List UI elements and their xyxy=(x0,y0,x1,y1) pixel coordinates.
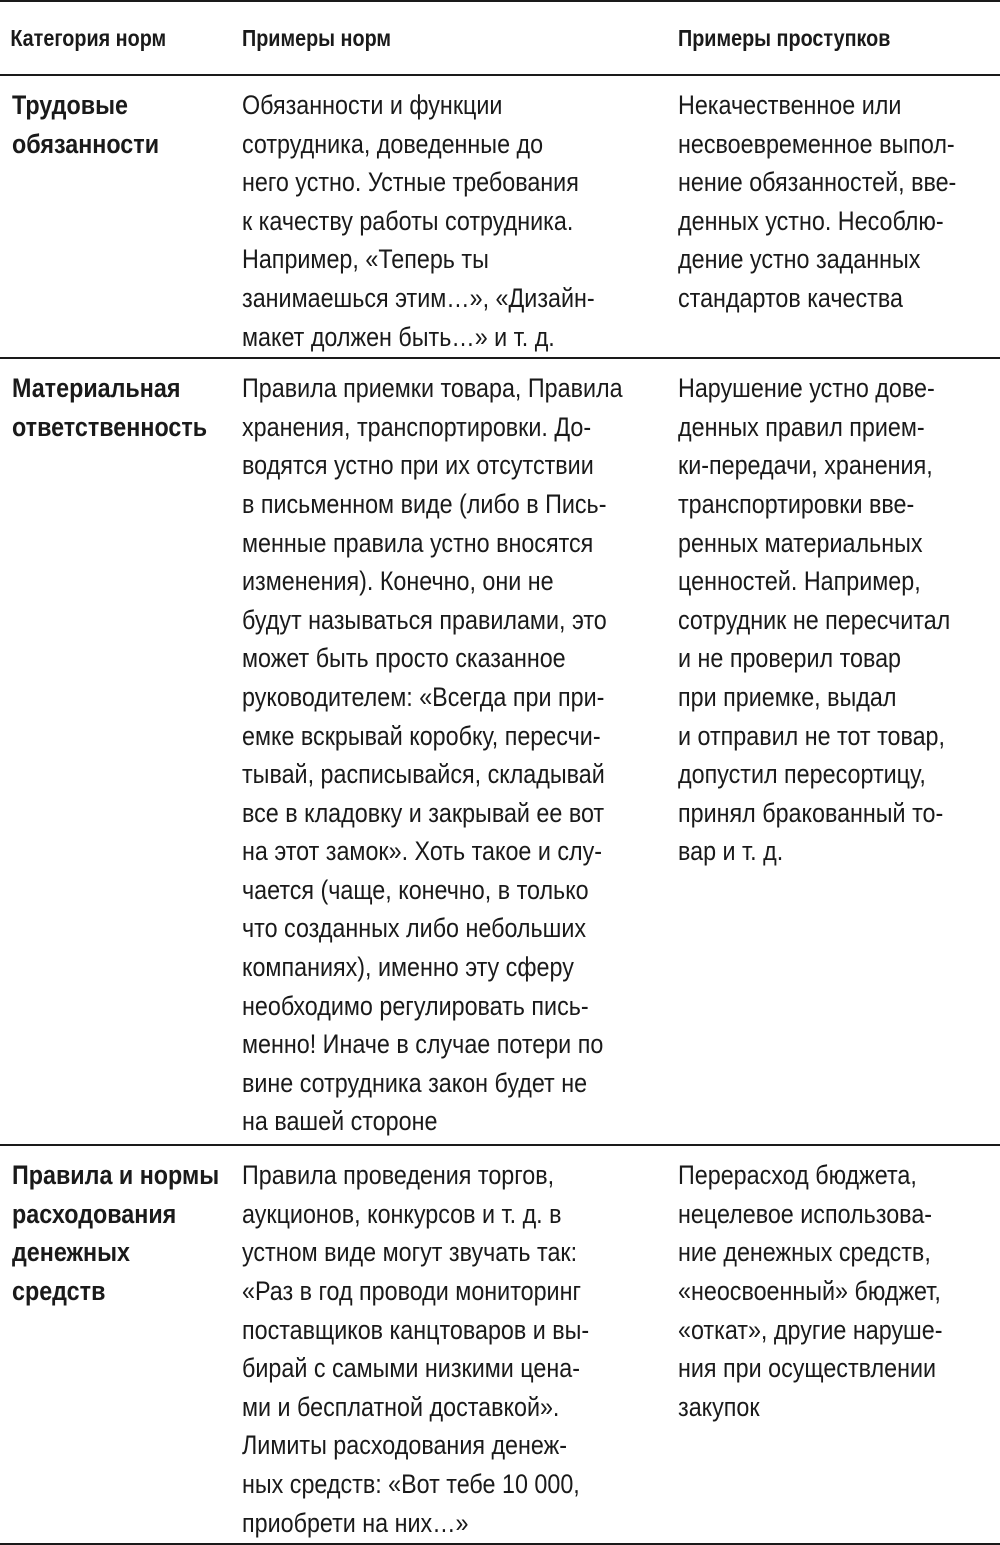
row-category: Правила и нормы расходования денежных средств xyxy=(12,1160,220,1306)
table-row xyxy=(0,1145,1000,1544)
row-category-cell xyxy=(0,75,242,358)
row-norm-examples: Обязанности и функции сотрудника, доведенные до него устно. Устные требования к качеству работы сотрудника. Например, «Теперь ты занимаешься этим…», «Дизайн- макет должен быть…» и т. д. xyxy=(242,90,595,352)
row-violation-examples: Нарушение устно дове- денных правил прием- ки-передачи, хранения, транспортировки вве- ренных материальных ценностей. Например, сотрудник не пересчитал и не проверил товар при приемке, выдал и отправил не тот товар, допустил пересортицу, принял бракованный то- вар и т. д. xyxy=(678,373,951,867)
header-violation-examples: Примеры проступков xyxy=(678,24,891,51)
row-category: Материальная ответственность xyxy=(12,373,208,442)
row-violation-examples: Перерасход бюджета, нецелевое использова- ние денежных средств, «неосвоенный» бюджет, «откат», другие наруше- ния при осуществлении закупок xyxy=(678,1160,943,1422)
table-row xyxy=(0,358,1000,1145)
header-category: Категория норм xyxy=(10,24,167,51)
row-category-cell xyxy=(0,1145,242,1544)
row-violations-cell xyxy=(678,1145,1000,1544)
row-violations-cell xyxy=(678,75,1000,358)
row-norm-examples: Правила приемки товара, Правила хранения, транспортировки. До- водятся устно при их отсутствии в письменном виде (либо в Пись- менные правила устно вносятся изменения). Конечно, они не будут называться правилами, это может быть просто сказанное руководителем: «Всегда при при- емке вскрывай коробку, пересчи- тывай, расписывайся, складывай все в кладовку и закрывай ее вот на этот замок». Хоть такое и слу- чается (чаще, конечно, в только что созданных либо небольших компаниях), именно эту сферу необходимо регулировать пись- менно! Иначе в случае потери по вине сотрудника закон будет не на вашей стороне xyxy=(242,373,623,1137)
row-examples-cell xyxy=(242,358,678,1145)
row-norm-examples: Правила проведения торгов, аукционов, конкурсов и т. д. в устном виде могут звучать так: «Раз в год проводи мониторинг поставщиков канцтоваров и вы- бирай с самыми низкими цена- ми и бесплатной доставкой». Лимиты расходования денеж- ных средств: «Вот тебе 10 000, приобрети на них…» xyxy=(242,1160,590,1538)
table-row xyxy=(0,75,1000,358)
row-category-cell xyxy=(0,358,242,1145)
row-examples-cell xyxy=(242,75,678,358)
row-violation-examples: Некачественное или несвоевременное выпол- нение обязанностей, вве- денных устно. Несоблю- дение устно заданных стандартов качества xyxy=(678,90,957,313)
row-violations-cell xyxy=(678,358,1000,1145)
table-header-row xyxy=(0,1,1000,75)
header-norm-examples: Примеры норм xyxy=(242,24,392,51)
row-category: Трудовые обязанности xyxy=(12,90,160,159)
row-examples-cell xyxy=(242,1145,678,1544)
